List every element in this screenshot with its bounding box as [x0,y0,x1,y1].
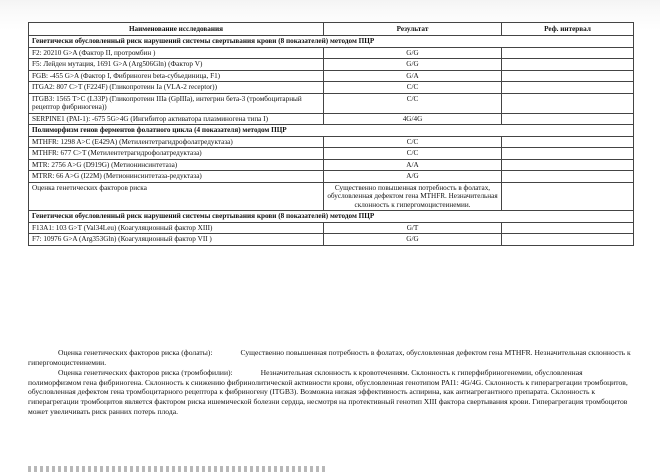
header-reference: Реф. интервал [502,23,634,36]
table-row [29,70,634,81]
test-reference [502,136,634,147]
folate-conclusion-text: Существенно повышенная потребность в фолатах, обусловленная дефектом гена MTHFR. Незначительная склонность к гипергомоцистеинемии. [28,348,631,367]
section-title-coagulation-2: Генетически обусловленный риск нарушений системы свертывания крови (8 показателей) методом ПЦР [29,211,634,222]
table-row [29,159,634,170]
results-table [28,22,634,246]
thrombophilia-conclusion [28,368,633,417]
test-name: FGB: -455 G>A (Фактор I, Фибриноген beta-субъединица, F1) [29,70,324,81]
test-result: G/T [324,222,502,233]
table-row [29,82,634,93]
test-reference [502,234,634,245]
test-result: C/C [324,82,502,93]
test-name: MTHFR: 1298 A>C (E429A) (Метилентетрагидрофолатредуктаза) [29,136,324,147]
table-row [29,171,634,182]
table-row [29,113,634,124]
thrombophilia-conclusion-text: Незначительная склонность к кровотечениям. Склонность к гиперфибриногенемии, обусловленная полиморфизмом гена фибриногена. Склонность к снижению фибринолитической активности крови, обусловленная генотипом PAI1: 4G/4G. Склонность к гиперагрегации тромбоцитов, обусловленная дефектом гена тромбоцитарного рецептора к фибриногену (ITGB3). Возможна низкая эффективность аспирина, как антиагрегантного препарата. Склонность к гиперагрегации тромбоцитов является фактором риска ишемической болезни сердца, несмотря на протективный генотип XIII фактора свертывания крови. Гиперагрегация тромбоцитов может увеличивать риск ранних потерь плода. [28,367,628,417]
section-title-coagulation: Генетически обусловленный риск нарушений системы свертывания крови (8 показателей) методом ПЦР [29,36,634,47]
test-reference [502,82,634,93]
cut-off-text-line [28,466,328,472]
table-row [29,59,634,70]
test-name: MTR: 2756 A>G (D919G) (Метионинсинтетаза) [29,159,324,170]
table-row [29,182,634,210]
test-result: C/C [324,148,502,159]
test-reference [502,93,634,113]
test-result: G/G [324,234,502,245]
table-row [29,47,634,58]
test-result: G/G [324,47,502,58]
test-result: C/C [324,93,502,113]
test-name: MTRR: 66 A>G (I22M) (Метионинсинтетаза-редуктаза) [29,171,324,182]
test-reference [502,159,634,170]
test-reference [502,148,634,159]
thrombophilia-conclusion-label: Оценка генетических факторов риска (тромбофилии): [58,367,233,377]
test-reference [502,171,634,182]
test-name: ITGB3: 1565 T>C (L33P) (Гликопротеин IIIa (GpIIIa), интегрин бета-3 (тромбоцитарный рецептор фибриногена)) [29,93,324,113]
test-result: Существенно повышенная потребность в фолатах, обусловленная дефектом гена MTHFR. Незначительная склонность к гипергомоцистеинемии. [324,182,502,210]
header-result: Результат [324,23,502,36]
table-row [29,148,634,159]
test-reference [502,47,634,58]
test-name: F5: Лейден мутация, 1691 G>A (Arg506Gln) (Фактор V) [29,59,324,70]
test-reference [502,70,634,81]
section-title-folate: Полиморфизм генов ферментов фолатного цикла (4 показателя) методом ПЦР [29,125,634,136]
test-reference [502,182,634,210]
test-reference [502,113,634,124]
table-row [29,93,634,113]
folate-conclusion-label: Оценка генетических факторов риска (фолаты): [58,348,213,357]
test-name: MTHFR: 677 C>T (Метилентетрагидрофолатредуктаза) [29,148,324,159]
table-header-row [29,23,634,36]
test-name: F13A1: 103 G>T (Val34Leu) (Коагуляционный фактор XIII) [29,222,324,233]
conclusion-text [28,348,633,417]
test-reference [502,222,634,233]
test-reference [502,59,634,70]
table-row [29,222,634,233]
test-result: A/A [324,159,502,170]
test-result: G/A [324,70,502,81]
test-name: F2: 20210 G>A (Фактор II, протромбин ) [29,47,324,58]
table-row [29,136,634,147]
test-result: C/C [324,136,502,147]
test-name: ITGA2: 807 C>T (F224F) (Гликопротеин Ia (VLA-2 receptor)) [29,82,324,93]
test-result: G/G [324,59,502,70]
test-name: Оценка генетических факторов риска [29,182,324,210]
test-name: SERPINE1 (PAI-1): -675 5G>4G (Ингибитор активатора плазминогена типа I) [29,113,324,124]
test-name: F7: 10976 G>A (Arg353Gln) (Коагуляционный фактор VII ) [29,234,324,245]
test-result: 4G/4G [324,113,502,124]
header-test-name: Наименование исследования [29,23,324,36]
folate-conclusion [28,348,633,368]
test-result: A/G [324,171,502,182]
table-row [29,234,634,245]
